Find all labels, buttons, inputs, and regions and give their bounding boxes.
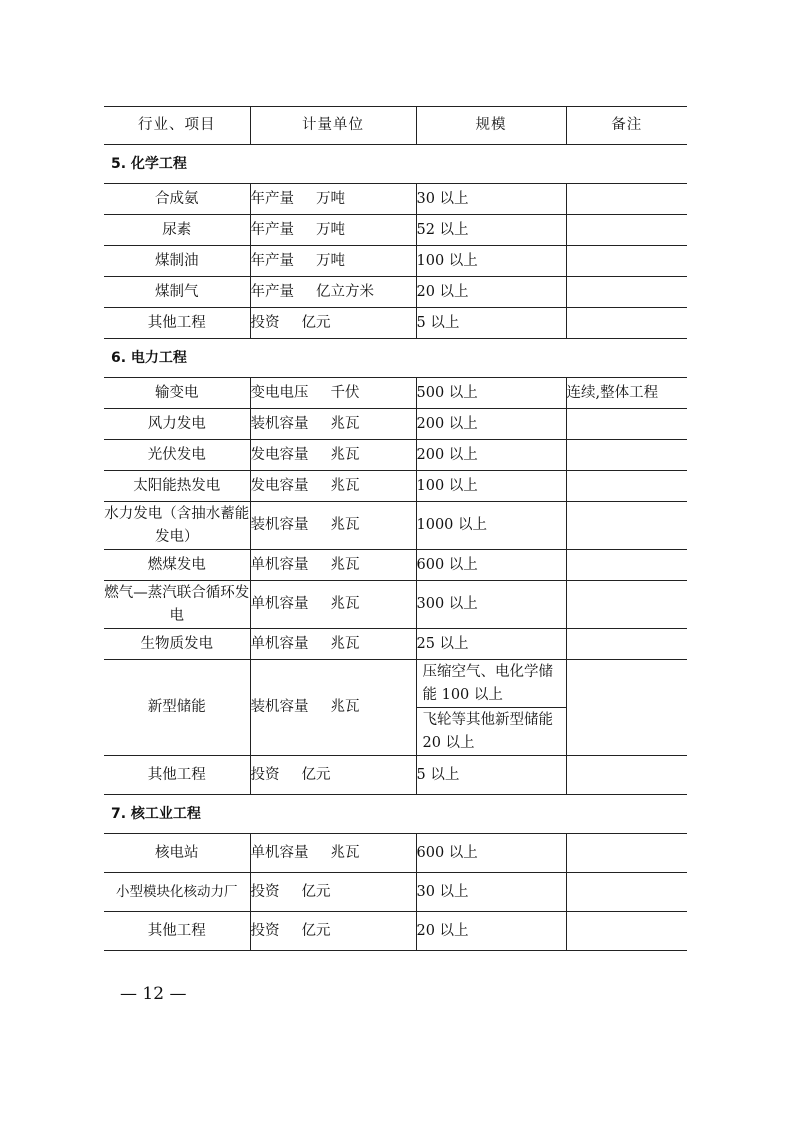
unit-cell (250, 471, 416, 502)
unit-type: 年产量 (250, 221, 294, 238)
unit-measure: 万吨 (316, 252, 345, 269)
table-row (104, 550, 687, 581)
note-cell (566, 277, 687, 308)
unit-measure: 亿元 (301, 922, 331, 939)
unit-type: 年产量 (250, 283, 294, 300)
scale-cell: 25 以上 (416, 629, 566, 660)
unit-cell (250, 756, 416, 795)
table-row (104, 277, 687, 308)
scale-cell: 5 以上 (416, 756, 566, 795)
unit-measure: 兆瓦 (330, 556, 360, 573)
note-cell (566, 660, 687, 756)
unit-type: 投资 (250, 922, 280, 939)
unit-type: 年产量 (250, 252, 294, 269)
industry-cell: 燃煤发电 (104, 550, 250, 581)
scale-cell: 20 以上 (416, 912, 566, 951)
scale-cell: 30 以上 (416, 873, 566, 912)
unit-type: 单机容量 (250, 635, 309, 652)
section-heading (104, 145, 687, 184)
table-row (104, 184, 687, 215)
note-cell (566, 215, 687, 246)
unit-cell (250, 277, 416, 308)
header-row (104, 107, 687, 145)
scale-cell: 600 以上 (416, 550, 566, 581)
unit-measure: 亿元 (301, 314, 331, 331)
unit-type: 装机容量 (250, 699, 309, 715)
industry-cell: 煤制气 (104, 277, 250, 308)
scale-cell: 200 以上 (416, 440, 566, 471)
unit-cell (250, 629, 416, 660)
unit-type: 投资 (250, 766, 280, 783)
industry-cell: 新型储能 (104, 660, 250, 756)
note-cell (566, 502, 687, 550)
unit-type: 发电容量 (250, 477, 309, 494)
unit-measure: 兆瓦 (330, 844, 360, 861)
unit-type: 单机容量 (250, 596, 309, 612)
section-title: 7. 核工业工程 (104, 795, 687, 834)
scale-cell: 100 以上 (416, 471, 566, 502)
unit-measure: 万吨 (316, 190, 345, 207)
table-row (104, 246, 687, 277)
section-title: 5. 化学工程 (104, 145, 687, 184)
industry-cell: 风力发电 (104, 409, 250, 440)
unit-cell (250, 440, 416, 471)
industry-cell: 合成氨 (104, 184, 250, 215)
header-industry: 行业、项目 (104, 107, 250, 145)
unit-type: 装机容量 (250, 517, 309, 533)
note-cell: 连续,整体工程 (566, 378, 687, 409)
unit-measure: 亿元 (301, 766, 331, 783)
unit-measure: 兆瓦 (330, 596, 360, 612)
unit-cell (250, 409, 416, 440)
note-cell (566, 629, 687, 660)
unit-measure: 兆瓦 (330, 635, 360, 652)
unit-cell (250, 378, 416, 409)
unit-type: 年产量 (250, 190, 294, 207)
unit-type: 投资 (250, 314, 280, 331)
unit-cell (250, 660, 416, 756)
table-row (104, 912, 687, 951)
scale-cell: 5 以上 (416, 308, 566, 339)
note-cell (566, 756, 687, 795)
unit-measure: 兆瓦 (330, 415, 360, 432)
industry-cell: 其他工程 (104, 912, 250, 951)
table-row (104, 581, 687, 629)
unit-measure: 兆瓦 (330, 446, 360, 463)
unit-cell (250, 873, 416, 912)
industry-cell: 其他工程 (104, 756, 250, 795)
industry-cell: 水力发电（含抽水蓄能发电） (104, 502, 250, 550)
note-cell (566, 308, 687, 339)
scale-option-a: 压缩空气、电化学储能 100 以上 (417, 660, 566, 708)
unit-measure: 亿元 (301, 883, 331, 900)
scale-cell: 600 以上 (416, 834, 566, 873)
table-row (104, 873, 687, 912)
table-row (104, 308, 687, 339)
section-heading (104, 339, 687, 378)
unit-measure: 亿立方米 (316, 283, 374, 300)
scale-cell: 200 以上 (416, 409, 566, 440)
header-unit: 计量单位 (250, 107, 416, 145)
unit-type: 单机容量 (250, 844, 309, 861)
unit-type: 投资 (250, 883, 280, 900)
unit-cell (250, 246, 416, 277)
unit-cell (250, 184, 416, 215)
section-title: 6. 电力工程 (104, 339, 687, 378)
unit-type: 变电电压 (250, 384, 309, 401)
unit-cell (250, 502, 416, 550)
industry-cell: 煤制油 (104, 246, 250, 277)
note-cell (566, 912, 687, 951)
note-cell (566, 581, 687, 629)
table-row (104, 660, 687, 756)
unit-cell (250, 834, 416, 873)
industry-cell: 太阳能热发电 (104, 471, 250, 502)
unit-measure: 兆瓦 (330, 699, 360, 715)
unit-cell (250, 215, 416, 246)
unit-measure: 千伏 (330, 384, 360, 401)
unit-cell (250, 581, 416, 629)
scale-option-b: 飞轮等其他新型储能 20 以上 (422, 711, 553, 751)
industry-cell: 燃气—蒸汽联合循环发电 (104, 581, 250, 629)
table-row (104, 215, 687, 246)
table-row (104, 471, 687, 502)
industry-cell: 生物质发电 (104, 629, 250, 660)
scale-cell (416, 660, 566, 756)
industry-cell: 光伏发电 (104, 440, 250, 471)
table-row (104, 756, 687, 795)
unit-cell (250, 550, 416, 581)
table-row (104, 502, 687, 550)
header-scale: 规模 (416, 107, 566, 145)
industry-cell: 尿素 (104, 215, 250, 246)
table-row (104, 409, 687, 440)
scale-cell: 500 以上 (416, 378, 566, 409)
scale-cell: 100 以上 (416, 246, 566, 277)
note-cell (566, 409, 687, 440)
scale-subtable (417, 660, 566, 755)
unit-measure: 万吨 (316, 221, 345, 238)
note-cell (566, 873, 687, 912)
scale-cell: 20 以上 (416, 277, 566, 308)
table-row (104, 440, 687, 471)
table-row (104, 378, 687, 409)
industry-cell: 核电站 (104, 834, 250, 873)
scale-cell: 1000 以上 (416, 502, 566, 550)
section-heading (104, 795, 687, 834)
industry-cell: 小型模块化核动力厂 (104, 873, 250, 912)
unit-cell (250, 912, 416, 951)
scale-cell: 300 以上 (416, 581, 566, 629)
note-cell (566, 184, 687, 215)
note-cell (566, 550, 687, 581)
header-note: 备注 (566, 107, 687, 145)
table-row (104, 834, 687, 873)
page-number: — 12 — (120, 984, 187, 1004)
unit-measure: 兆瓦 (330, 517, 360, 533)
scale-cell: 30 以上 (416, 184, 566, 215)
note-cell (566, 834, 687, 873)
unit-measure: 兆瓦 (330, 477, 360, 494)
project-scale-table (104, 106, 687, 951)
unit-cell (250, 308, 416, 339)
note-cell (566, 440, 687, 471)
industry-cell: 其他工程 (104, 308, 250, 339)
unit-type: 发电容量 (250, 446, 309, 463)
scale-cell: 52 以上 (416, 215, 566, 246)
industry-cell: 输变电 (104, 378, 250, 409)
unit-type: 单机容量 (250, 556, 309, 573)
unit-type: 装机容量 (250, 415, 309, 432)
note-cell (566, 471, 687, 502)
table-row (104, 629, 687, 660)
note-cell (566, 246, 687, 277)
